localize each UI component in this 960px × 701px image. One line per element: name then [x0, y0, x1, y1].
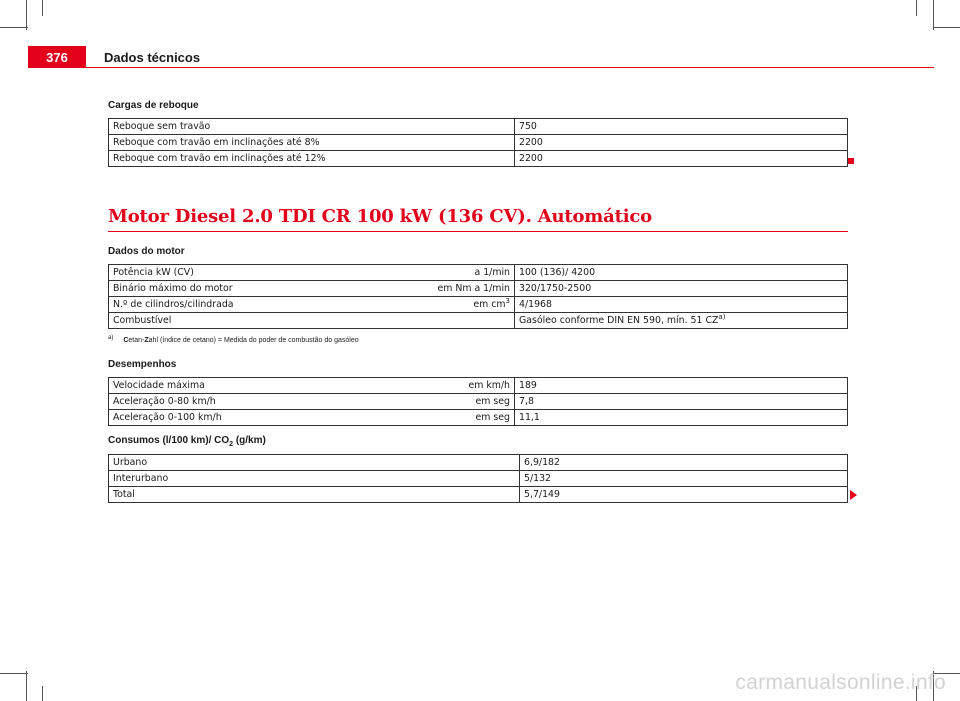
table-row — [109, 281, 848, 297]
footnote-ref: a) — [718, 312, 726, 321]
consumption-label — [108, 435, 266, 446]
table-cell: Aceleração 0-100 km/h — [109, 410, 399, 426]
table-cell: em Nm a 1/min — [399, 281, 515, 297]
footnote-marker: a) — [108, 335, 114, 341]
table-cell: 7,8 — [515, 394, 848, 410]
table-cell: Reboque com travão em inclinações até 8% — [109, 135, 515, 151]
table-cell: Velocidade máxima — [109, 378, 399, 394]
crop-mark — [42, 0, 43, 16]
crop-mark — [0, 673, 28, 674]
footnote-text: ahl (índice de cetano) = Medida do poder de combustão do gasóleo — [148, 337, 359, 344]
table-row — [109, 394, 848, 410]
crop-mark — [26, 671, 27, 701]
table-cell — [515, 313, 848, 329]
crop-mark — [42, 686, 43, 701]
page-number: 376 — [28, 46, 86, 68]
table-cell: em seg — [399, 394, 515, 410]
table-row — [109, 471, 848, 487]
crop-mark — [0, 27, 28, 28]
header-rule — [28, 67, 934, 68]
table-cell: 189 — [515, 378, 848, 394]
footnote-bold-c: C — [123, 337, 129, 344]
table-cell: 4/1968 — [515, 297, 848, 313]
superscript: 3 — [505, 296, 510, 305]
table-cell: N.º de cilindros/cilindrada — [109, 297, 399, 313]
table-row — [109, 119, 848, 135]
table-cell: 2200 — [515, 135, 848, 151]
table-cell: 2200 — [515, 151, 848, 167]
table-cell: Reboque com travão em inclinações até 12% — [109, 151, 515, 167]
table-cell: Combustível — [109, 313, 399, 329]
table-cell: 5/132 — [520, 471, 848, 487]
footnote — [108, 337, 359, 344]
unit-text: em cm — [473, 299, 506, 310]
table-row — [109, 410, 848, 426]
table-cell: Urbano — [109, 455, 520, 471]
table-cell: Aceleração 0-80 km/h — [109, 394, 399, 410]
section-title: Dados técnicos — [104, 50, 201, 65]
co2-subscript: 2 — [229, 441, 234, 448]
footnote-bold-z: Z — [144, 337, 149, 344]
table-cell: Reboque sem travão — [109, 119, 515, 135]
crop-mark — [916, 0, 917, 16]
towing-label: Cargas de reboque — [108, 100, 199, 111]
engine-label: Dados do motor — [108, 246, 185, 257]
table-cell — [399, 313, 515, 329]
title-rule — [108, 231, 848, 232]
engine-table — [108, 264, 848, 329]
performance-table — [108, 377, 848, 426]
table-cell: 320/1750-2500 — [515, 281, 848, 297]
footnote-text: etan- — [128, 337, 145, 344]
towing-table — [108, 118, 848, 167]
crop-mark — [933, 0, 934, 30]
watermark: carmanualsonline.info — [735, 671, 946, 694]
continue-arrow-icon — [850, 490, 857, 500]
table-cell: em seg — [399, 410, 515, 426]
table-cell: em km/h — [399, 378, 515, 394]
table-cell: a 1/min — [399, 265, 515, 281]
consumption-label-a: Consumos (l/100 km)/ CO — [108, 435, 230, 446]
crop-mark — [26, 0, 27, 30]
table-row — [109, 487, 848, 503]
table-cell: Interurbano — [109, 471, 520, 487]
value-text: Gasóleo conforme DIN EN 590, mín. 51 CZ — [519, 315, 719, 326]
table-row — [109, 378, 848, 394]
table-row — [109, 455, 848, 471]
section-end-square-icon — [848, 158, 854, 164]
crop-mark — [933, 27, 960, 28]
table-cell: 100 (136)/ 4200 — [515, 265, 848, 281]
engine-title: Motor Diesel 2.0 TDI CR 100 kW (136 CV). Automático — [108, 206, 652, 227]
table-cell: 6,9/182 — [520, 455, 848, 471]
table-cell: 750 — [515, 119, 848, 135]
table-cell: 5,7/149 — [520, 487, 848, 503]
table-row — [109, 265, 848, 281]
performance-label: Desempenhos — [108, 359, 177, 370]
table-row — [109, 297, 848, 313]
table-cell: Total — [109, 487, 520, 503]
consumption-label-b: (g/km) — [233, 435, 266, 446]
table-cell: 11,1 — [515, 410, 848, 426]
table-cell: Binário máximo do motor — [109, 281, 399, 297]
table-row — [109, 151, 848, 167]
table-cell: Potência kW (CV) — [109, 265, 399, 281]
table-row — [109, 313, 848, 329]
table-cell — [399, 297, 515, 313]
table-row — [109, 135, 848, 151]
consumption-table — [108, 454, 848, 503]
